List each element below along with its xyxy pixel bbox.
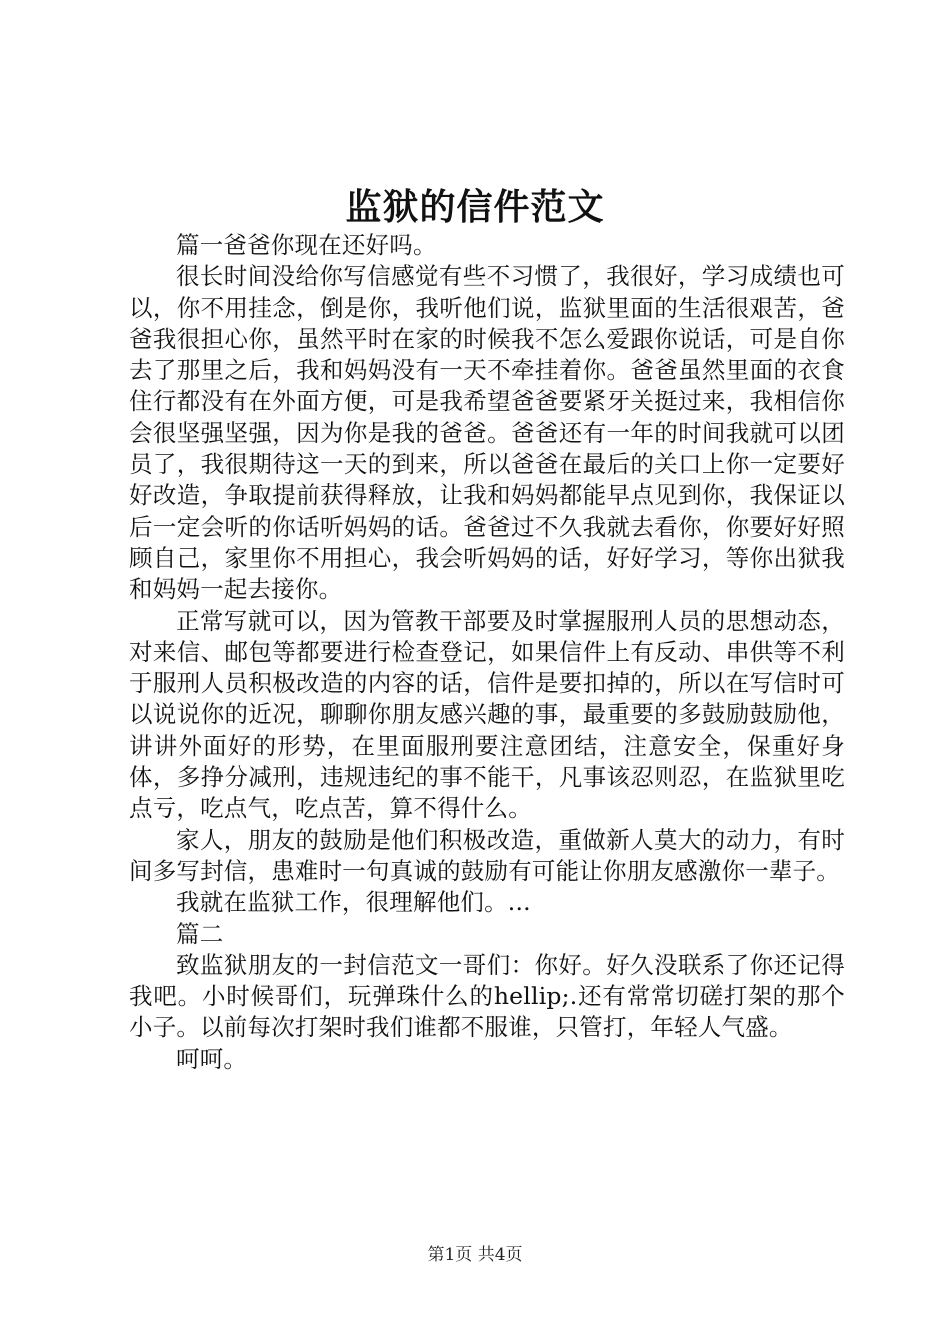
paragraph-letter-to-friend: 致监狱朋友的一封信范文一哥们：你好。好久没联系了你还记得我吧。小时候哥们，玩弹珠什么的hellip;.还有常常切磋打架的那个小子。以前每次打架时我们谁都不服谁，只管打，年轻人气盛。	[129, 950, 845, 1042]
paragraph-writing-advice: 正常写就可以，因为管教干部要及时掌握服刑人员的思想动态，对来信、邮包等都要进行检查登记，如果信件上有反动、串供等不利于服刑人员积极改造的内容的话，信件是要扣掉的，所以在写信时可以说说你的近况，聊聊你朋友感兴趣的事，最重要的多鼓励鼓励他，讲讲外面好的形势，在里面服刑要注意团结，注意安全，保重好身体，多挣分减刑，违规违纪的事不能干，凡事该忍则忍，在监狱里吃点亏，吃点气，吃点苦，算不得什么。	[129, 606, 845, 823]
paragraph-work-note: 我就在监狱工作，很理解他们。...	[176, 888, 531, 917]
page-number-footer: 第1页 共4页	[427, 1245, 523, 1265]
document-body	[129, 230, 845, 1075]
document-title: 监狱的信件范文	[345, 186, 605, 228]
paragraph-encouragement: 家人，朋友的鼓励是他们积极改造，重做新人莫大的动力，有时间多写封信，患难时一句真诚的鼓励有可能让你朋友感激你一辈子。	[129, 825, 845, 885]
paragraph-intro: 篇一爸爸你现在还好吗。	[176, 231, 437, 259]
paragraph-laugh: 呵呵。	[176, 1044, 248, 1073]
paragraph-section-two-heading: 篇二	[176, 919, 224, 948]
paragraph-letter-to-father: 很长时间没给你写信感觉有些不习惯了，我很好，学习成绩也可以，你不用挂念，倒是你，我听他们说，监狱里面的生活很艰苦，爸爸我很担心你，虽然平时在家的时候我不怎么爱跟你说话，可是自你去了那里之后，我和妈妈没有一天不牵挂着你。爸爸虽然里面的衣食住行都没有在外面方便，可是我希望爸爸要紧牙关挺过来，我相信你会很坚强坚强，因为你是我的爸爸。爸爸还有一年的时间我就可以团员了，我很期待这一天的到来，所以爸爸在最后的关口上你一定要好好改造，争取提前获得释放，让我和妈妈都能早点见到你，我保证以后一定会听的你话听妈妈的话。爸爸过不久我就去看你，你要好好照顾自己，家里你不用担心，我会听妈妈的话，好好学习，等你出狱我和妈妈一起去接你。	[129, 262, 845, 604]
